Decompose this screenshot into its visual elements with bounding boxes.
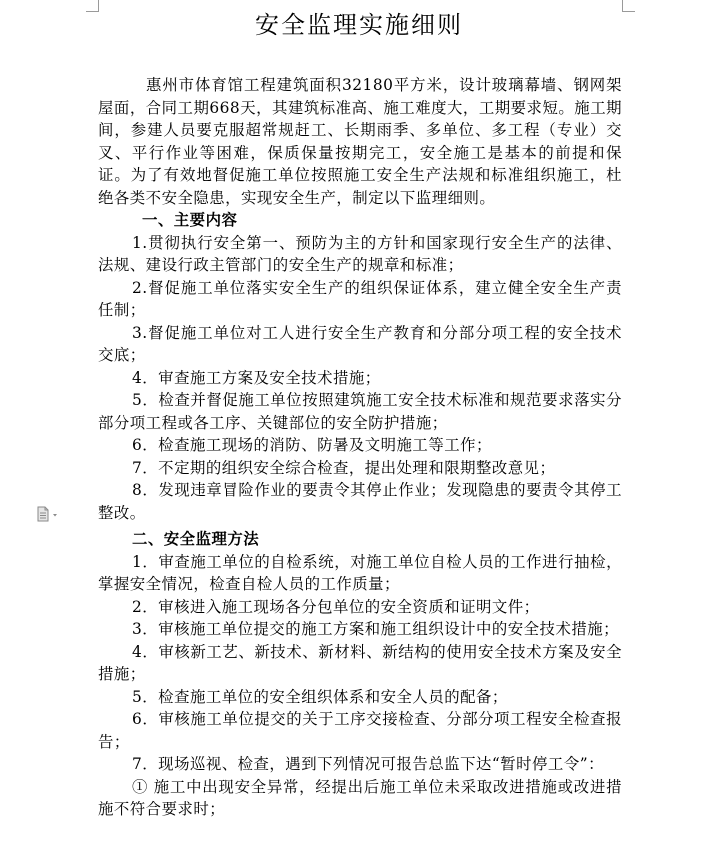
list-item: 1．审查施工单位的自检系统，对施工单位自检人员的工作进行抽检，掌握安全情况，检查自检人员的工作质量； — [98, 552, 622, 593]
document-body — [98, 74, 622, 821]
list-item: 3.督促施工单位对工人进行安全生产教育和分部分项工程的安全技术交底； — [98, 323, 622, 364]
list-item: 5．检查并督促施工单位按照建筑施工安全技术标准和规范要求落实分部分项工程或各工序、关键部位的安全防护措施； — [98, 391, 622, 432]
list-item: ① 施工中出现安全异常，经提出后施工单位未采取改进措施或改进措施不符合要求时； — [98, 777, 622, 818]
list-item: 2．审核进入施工现场各分包单位的安全资质和证明文件； — [132, 597, 540, 616]
list-item: 6．检查施工现场的消防、防暑及文明施工等工作； — [132, 436, 492, 454]
list-item: 4．审查施工方案及安全技术措施； — [132, 368, 381, 387]
list-item: 7．现场巡视、检查，遇到下列情况可报告总监下达“暂时停工令”： — [132, 755, 604, 773]
intro-paragraph: 惠州市体育馆工程建筑面积32180平方米，设计玻璃幕墙、钢网架屋面，合同工期668天，其建筑标准高、施工难度大，工期要求短。施工期间，参建人员要克服超常规赶工、长期雨季、多单位、多工程（专业）交叉、平行作业等困难，保质保量按期完工，安全施工是基本的前提和保证。为了有效地督促施工单位按照施工安全生产法规和标准组织施工，杜绝各类不安全隐患，实现安全生产，制定以下监理细则。 — [98, 76, 622, 207]
list-item: 3．审核施工单位提交的施工方案和施工组织设计中的安全技术措施； — [132, 620, 620, 638]
list-item: 4．审核新工艺、新技术、新材料、新结构的使用安全技术方案及安全措施； — [98, 642, 622, 683]
section-heading-methods: 二、安全监理方法 — [132, 530, 260, 548]
list-item: 2.督促施工单位落实安全生产的组织保证体系，建立健全安全生产责任制； — [98, 278, 622, 319]
list-item: 6．审核施工单位提交的关于工序交接检查、分部分项工程安全检查报告； — [98, 710, 622, 751]
paragraph-options-icon[interactable] — [36, 506, 62, 522]
list-item: 7．不定期的组织安全综合检查，提出处理和限期整改意见； — [132, 458, 556, 477]
list-item: 8．发现违章冒险作业的要责令其停止作业；发现隐患的要责令其停工整改。 — [98, 481, 622, 522]
list-item: 5．检查施工单位的安全组织体系和安全人员的配备； — [132, 687, 508, 706]
document-title: 安全监理实施细则 — [255, 11, 463, 39]
section-heading-main-content: 一、主要内容 — [142, 211, 238, 229]
list-item: 1.贯彻执行安全第一、预防为主的方针和国家现行安全生产的法律、法规、建设行政主管部门的安全生产的规章和标准； — [98, 233, 622, 274]
